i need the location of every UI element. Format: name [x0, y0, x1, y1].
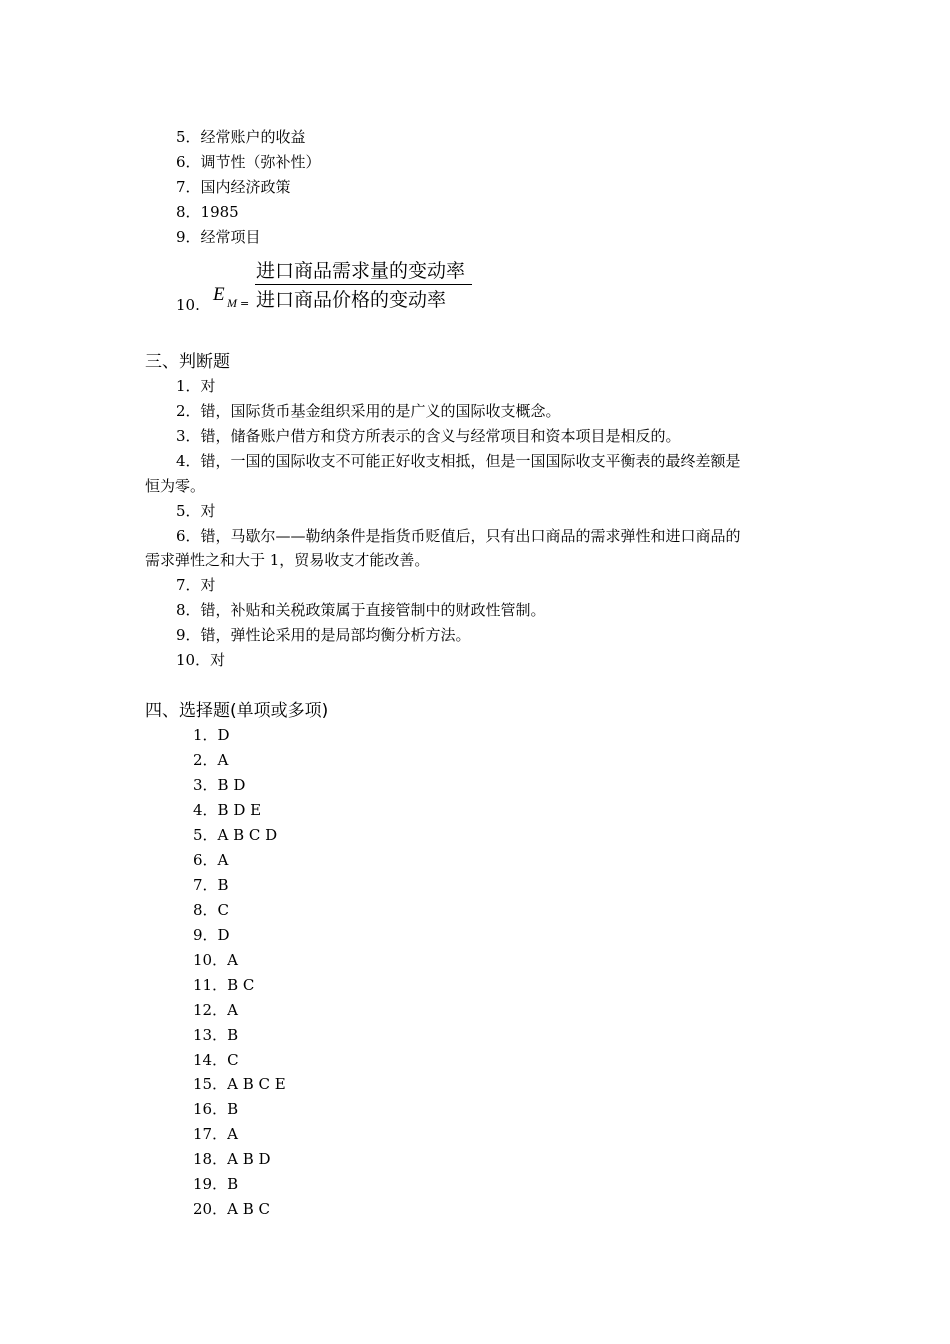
judge-answer-4-cont: 恒为零。: [145, 477, 206, 495]
choice-answer-8: 8．C: [193, 901, 230, 919]
choice-answer-16: 16．B: [193, 1100, 239, 1118]
judge-answer-10: 10．对: [176, 651, 226, 669]
elasticity-formula: [176, 256, 496, 316]
formula-numerator: 进口商品需求量的变动率: [256, 260, 466, 282]
choice-answer-17: 17．A: [193, 1125, 238, 1143]
judge-answer-4: 4．错，一国的国际收支不可能正好收支相抵，但是一国国际收支平衡表的最终差额是: [176, 452, 741, 470]
choice-answer-6: 6．A: [193, 851, 229, 869]
formula-equals: =: [240, 297, 250, 310]
section3-heading: 三、判断题: [145, 352, 230, 372]
choice-answer-15: 15．A B C E: [193, 1075, 286, 1093]
section4-heading: 四、选择题(单项或多项): [145, 701, 329, 721]
choice-answer-14: 14．C: [193, 1051, 239, 1069]
choice-answer-19: 19．B: [193, 1175, 239, 1193]
choice-answer-7: 7．B: [193, 876, 229, 894]
judge-answer-2: 2．错，国际货币基金组织采用的是广义的国际收支概念。: [176, 402, 561, 420]
choice-answer-13: 13．B: [193, 1026, 239, 1044]
choice-answer-20: 20．A B C: [193, 1200, 270, 1218]
choice-answer-9: 9．D: [193, 926, 230, 944]
fill-answer-8: 8．1985: [176, 203, 239, 221]
judge-answer-6-cont: 需求弹性之和大于 1，贸易收支才能改善。: [145, 551, 430, 569]
choice-answer-1: 1．D: [193, 726, 230, 744]
choice-answer-11: 11．B C: [193, 976, 255, 994]
judge-answer-5: 5．对: [176, 502, 216, 520]
formula-symbol: E: [213, 284, 225, 305]
judge-answer-6: 6．错，马歇尔——勒纳条件是指货币贬值后，只有出口商品的需求弹性和进口商品的: [176, 527, 741, 545]
fill-answer-5: 5．经常账户的收益: [176, 128, 306, 146]
judge-answer-7: 7．对: [176, 576, 216, 594]
fill-answer-9: 9．经常项目: [176, 228, 261, 246]
judge-answer-9: 9．错，弹性论采用的是局部均衡分析方法。: [176, 626, 471, 644]
formula-subscript: M: [227, 296, 237, 310]
judge-answer-1: 1．对: [176, 377, 216, 395]
choice-answer-10: 10．A: [193, 951, 238, 969]
fill-answer-6: 6．调节性（弥补性）: [176, 153, 321, 171]
choice-answer-5: 5．A B C D: [193, 826, 278, 844]
judge-answer-3: 3．错，储备账户借方和贷方所表示的含义与经常项目和资本项目是相反的。: [176, 427, 681, 445]
judge-answer-8: 8．错，补贴和关税政策属于直接管制中的财政性管制。: [176, 601, 546, 619]
formula-number: 10.: [176, 296, 200, 314]
choice-answer-2: 2．A: [193, 751, 229, 769]
choice-answer-4: 4．B D E: [193, 801, 262, 819]
choice-answer-12: 12．A: [193, 1001, 238, 1019]
choice-answer-3: 3．B D: [193, 776, 246, 794]
formula-denominator: 进口商品价格的变动率: [256, 289, 447, 311]
fill-answer-7: 7．国内经济政策: [176, 178, 291, 196]
choice-answer-18: 18．A B D: [193, 1150, 271, 1168]
